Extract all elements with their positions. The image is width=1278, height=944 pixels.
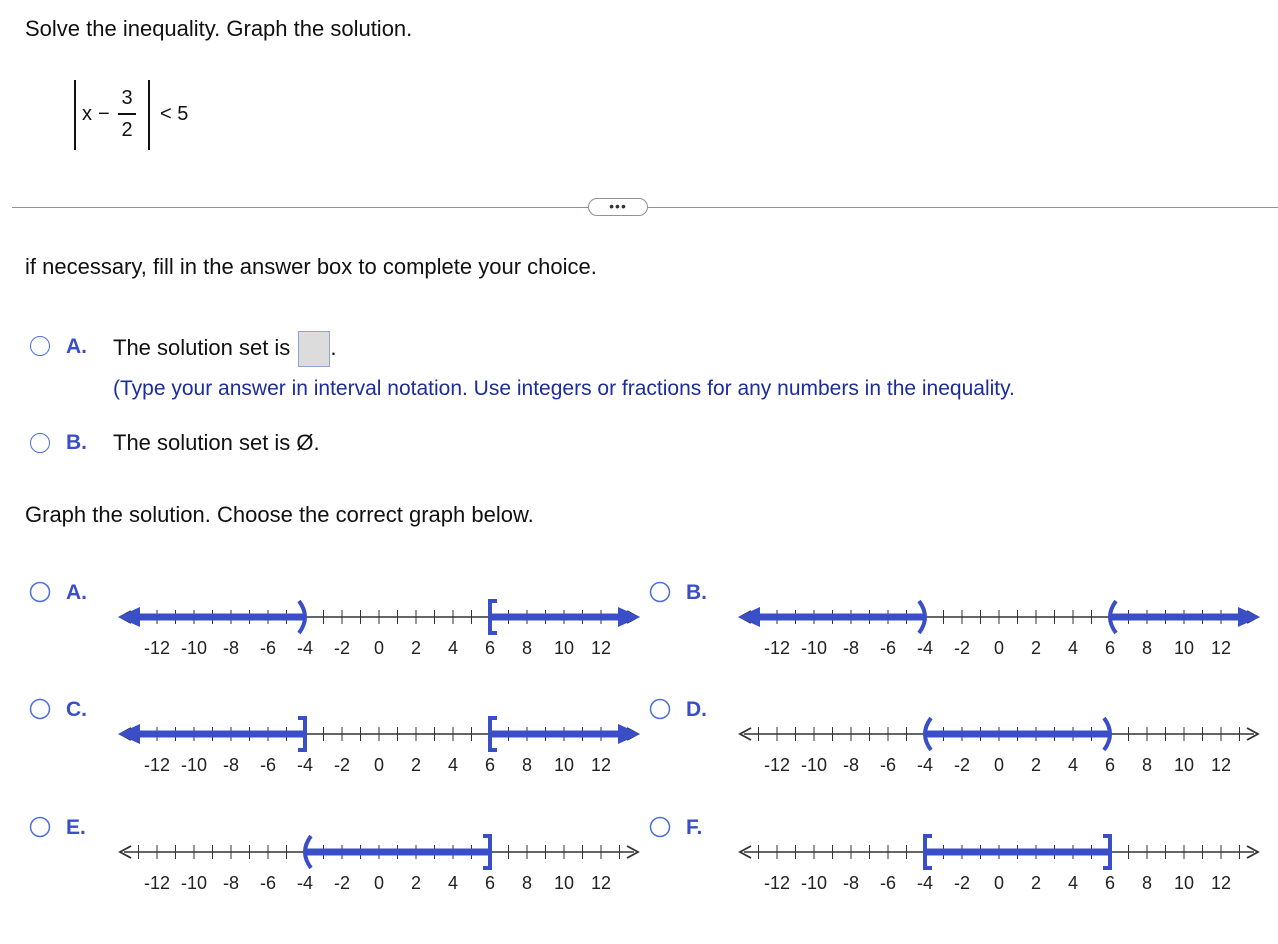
graph-letter: E.: [66, 816, 86, 839]
tick-label: -6: [259, 873, 277, 893]
tick-label: 6: [1104, 638, 1116, 658]
tick-label: 6: [484, 755, 496, 775]
tick-label: 8: [1141, 873, 1153, 893]
tick-label: -2: [333, 638, 351, 658]
graph-option-f[interactable]: [646, 813, 1266, 908]
tick-label: 12: [1210, 755, 1232, 775]
tick-label: -4: [296, 873, 314, 893]
graph-radio[interactable]: [31, 583, 50, 602]
tick-label: 2: [1030, 873, 1042, 893]
tick-label: 10: [553, 638, 575, 658]
tick-label: 0: [373, 873, 385, 893]
choice-a-letter: A.: [66, 335, 87, 358]
graph-option-d[interactable]: [646, 695, 1266, 790]
tick-label: 12: [1210, 638, 1232, 658]
tick-label: -8: [222, 755, 240, 775]
graph-radio[interactable]: [31, 700, 50, 719]
tick-label: -8: [842, 873, 860, 893]
tick-label: -4: [296, 638, 314, 658]
tick-label: -4: [296, 755, 314, 775]
tick-label: -4: [916, 755, 934, 775]
instruction-text: if necessary, fill in the answer box to complete your choice.: [25, 254, 597, 279]
shade-arrow-right: [618, 607, 640, 627]
tick-label: -8: [222, 638, 240, 658]
tick-label: 0: [993, 638, 1005, 658]
graph-radio[interactable]: [31, 818, 50, 837]
graph-letter: C.: [66, 698, 87, 721]
tick-label: 12: [590, 638, 612, 658]
number-line-svg: [646, 578, 1266, 668]
fraction-denominator: 2: [121, 118, 133, 141]
tick-label: -2: [333, 873, 351, 893]
tick-label: 2: [410, 638, 422, 658]
tick-label: -6: [879, 755, 897, 775]
tick-label: -12: [143, 638, 171, 658]
tick-label: 8: [1141, 638, 1153, 658]
fraction-bar: [118, 113, 136, 115]
tick-label: 8: [521, 638, 533, 658]
tick-label: 6: [1104, 873, 1116, 893]
tick-label: 6: [1104, 755, 1116, 775]
tick-label: 2: [1030, 755, 1042, 775]
tick-label: -10: [800, 755, 828, 775]
tick-label: 4: [447, 638, 459, 658]
shade-arrow-right: [618, 724, 640, 744]
tick-label: -10: [180, 873, 208, 893]
tick-label: 4: [447, 873, 459, 893]
tick-label: 4: [1067, 873, 1079, 893]
tick-label: -6: [879, 873, 897, 893]
choice-b-letter: B.: [66, 431, 87, 454]
graph-option-b[interactable]: [646, 578, 1266, 673]
graph-letter: B.: [686, 581, 707, 604]
graph-letter: F.: [686, 816, 703, 839]
tick-label: -4: [916, 638, 934, 658]
tick-label: -12: [763, 873, 791, 893]
tick-label: -2: [953, 873, 971, 893]
tick-label: 10: [1173, 873, 1195, 893]
graph-radio[interactable]: [651, 818, 670, 837]
tick-label: -10: [180, 755, 208, 775]
tick-label: 2: [410, 873, 422, 893]
tick-label: 8: [521, 873, 533, 893]
tick-label: -10: [800, 873, 828, 893]
choice-a-text-row: [113, 331, 336, 367]
graph-radio[interactable]: [651, 583, 670, 602]
tick-label: 6: [484, 638, 496, 658]
tick-label: -2: [953, 638, 971, 658]
number-line-svg: [646, 813, 1266, 903]
graph-letter: D.: [686, 698, 707, 721]
choice-a-period: .: [330, 334, 337, 360]
fraction: [116, 86, 138, 142]
graph-option-a[interactable]: [26, 578, 646, 673]
tick-label: -12: [763, 638, 791, 658]
shade-arrow-right: [1238, 607, 1260, 627]
tick-label: 2: [410, 755, 422, 775]
inequality-expression: [74, 80, 214, 150]
number-line-svg: [646, 695, 1266, 785]
number-line-svg: [26, 578, 646, 668]
inequality-relation: < 5: [160, 103, 189, 125]
graph-radio[interactable]: [651, 700, 670, 719]
choice-a-radio[interactable]: [30, 336, 50, 356]
abs-bar-right: [148, 80, 150, 150]
tick-label: 8: [1141, 755, 1153, 775]
tick-label: 12: [590, 873, 612, 893]
tick-label: 10: [1173, 755, 1195, 775]
abs-bar-left: [74, 80, 76, 150]
tick-label: -2: [333, 755, 351, 775]
choice-a-text: The solution set is: [113, 334, 291, 360]
tick-label: 0: [373, 638, 385, 658]
tick-label: -8: [222, 873, 240, 893]
tick-label: -6: [879, 638, 897, 658]
tick-label: -6: [259, 755, 277, 775]
tick-label: 10: [553, 873, 575, 893]
tick-label: -2: [953, 755, 971, 775]
tick-label: 0: [993, 755, 1005, 775]
tick-label: -6: [259, 638, 277, 658]
number-line-svg: [26, 695, 646, 785]
inequality-variable: x: [82, 103, 92, 125]
graph-letter: A.: [66, 581, 87, 604]
tick-label: 10: [1173, 638, 1195, 658]
graph-prompt: Graph the solution. Choose the correct graph below.: [25, 502, 534, 527]
more-button[interactable]: •••: [588, 198, 648, 216]
tick-label: 8: [521, 755, 533, 775]
shade-arrow-left: [118, 724, 140, 744]
graph-option-c[interactable]: [26, 695, 646, 790]
tick-label: 6: [484, 873, 496, 893]
tick-label: -10: [800, 638, 828, 658]
tick-label: -4: [916, 873, 934, 893]
tick-label: 0: [993, 873, 1005, 893]
tick-label: -12: [143, 755, 171, 775]
tick-label: 2: [1030, 638, 1042, 658]
tick-label: -10: [180, 638, 208, 658]
graph-option-e[interactable]: [26, 813, 646, 908]
tick-label: 12: [1210, 873, 1232, 893]
tick-label: 12: [590, 755, 612, 775]
tick-label: -8: [842, 755, 860, 775]
choice-b-text: The solution set is Ø.: [113, 430, 320, 455]
tick-label: -12: [143, 873, 171, 893]
tick-label: 4: [1067, 638, 1079, 658]
tick-label: 4: [1067, 755, 1079, 775]
fraction-numerator: 3: [121, 87, 133, 109]
number-line-svg: [26, 813, 646, 903]
question-prompt: Solve the inequality. Graph the solution.: [25, 16, 413, 41]
choice-b-radio[interactable]: [30, 433, 50, 453]
shade-arrow-left: [738, 607, 760, 627]
tick-label: 4: [447, 755, 459, 775]
shade-arrow-left: [118, 607, 140, 627]
tick-label: -12: [763, 755, 791, 775]
choice-a-hint: (Type your answer in interval notation. Use integers or fractions for any numbers in the inequality.: [113, 377, 1015, 400]
tick-label: 0: [373, 755, 385, 775]
tick-label: -8: [842, 638, 860, 658]
tick-label: 10: [553, 755, 575, 775]
answer-input-box[interactable]: [298, 331, 330, 367]
inequality-minus: −: [98, 103, 110, 125]
